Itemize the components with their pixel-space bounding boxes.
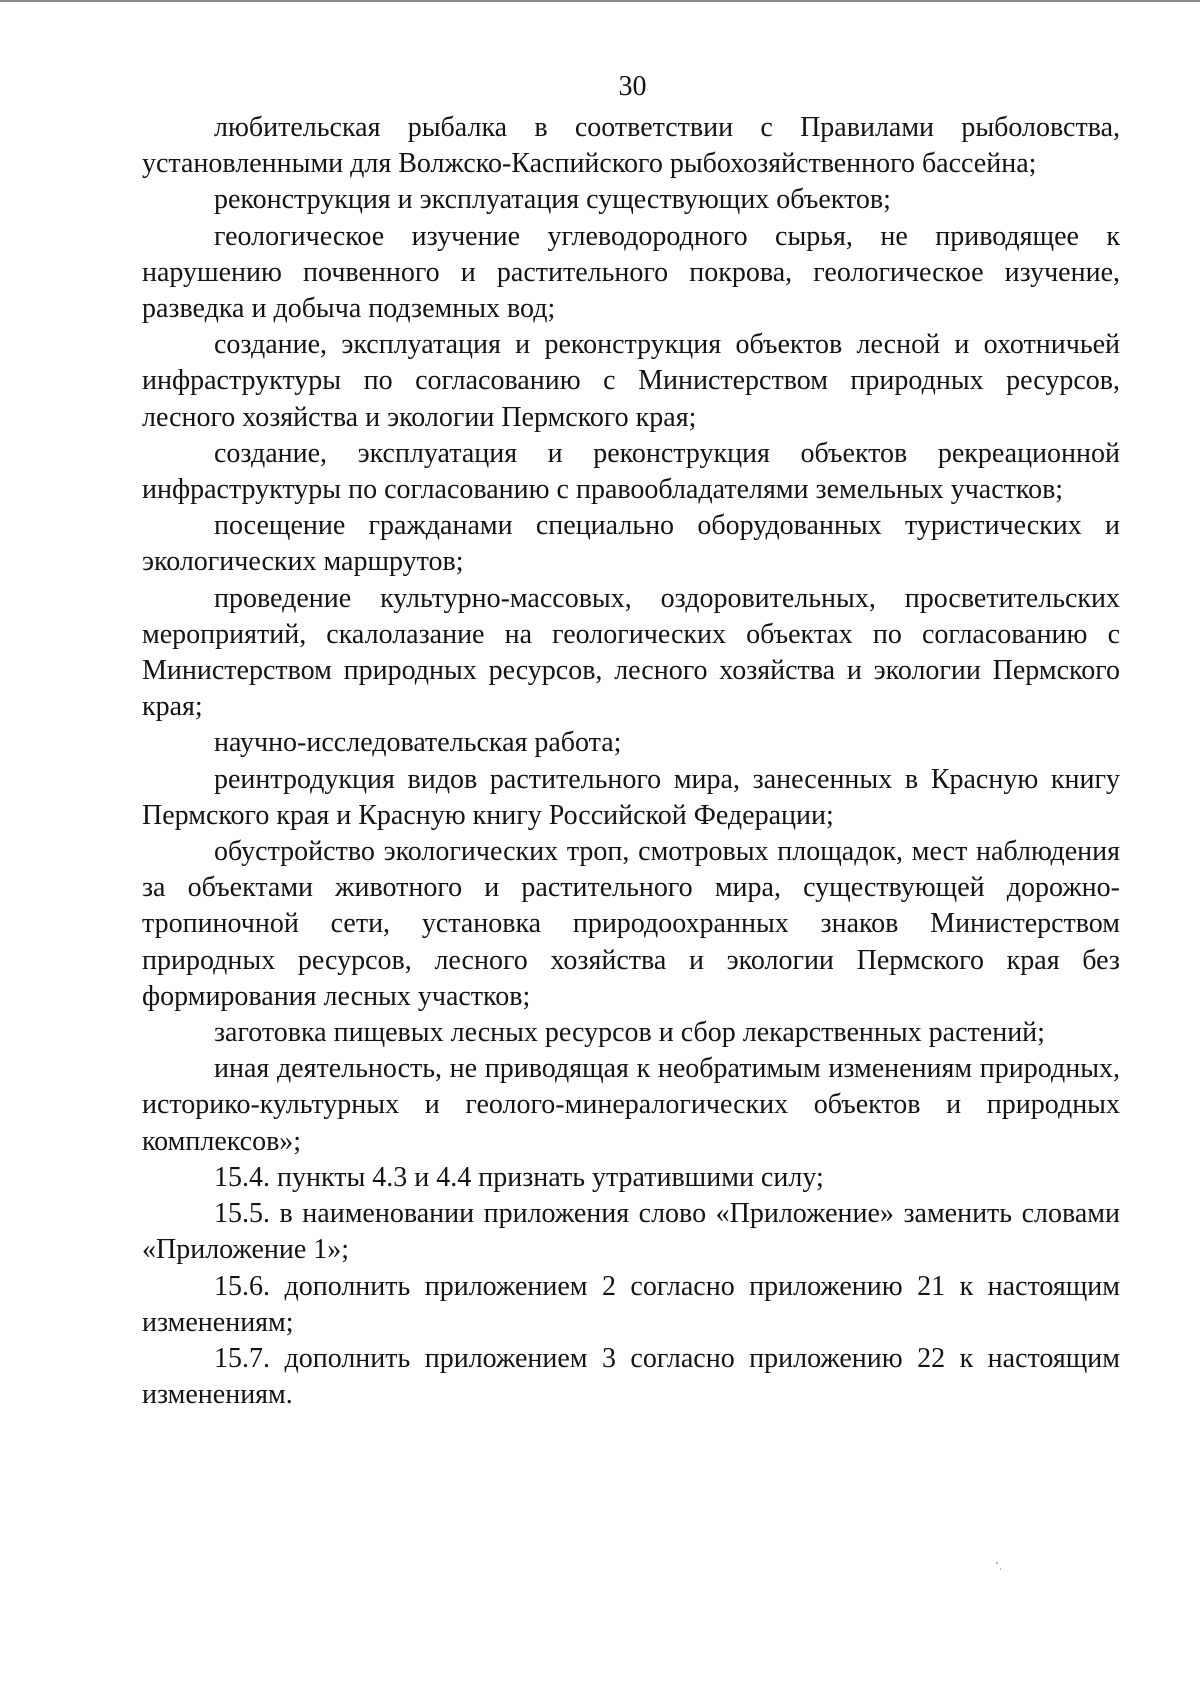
paragraph: научно-исследовательская работа; (214, 727, 622, 759)
paragraph: геологическое изучение углеводородного сырья, не приводящее к нарушению почвенного и растительного покрова, геологическое изучение, разведка и добыча подземных вод; (142, 220, 1120, 325)
paragraph: заготовка пищевых лесных ресурсов и сбор лекарственных растений; (214, 1017, 1045, 1049)
scan-speck (1000, 1568, 1001, 1570)
paragraph: любительская рыбалка в соответствии с Правилами рыболовства, установленными для Волжско-Каспийского рыбохозяйственного бассейна; (142, 112, 1120, 180)
paragraph: обустройство экологических троп, смотровых площадок, мест наблюдения за объектами животного и растительного мира, существующей дорожно-тропиночной сети, установка природоохранных знаков Министерством природных ресурсов, лесного хозяйства и экологии Пермского края без формирования лесных участков; (142, 836, 1120, 1012)
paragraph: 15.7. дополнить приложением 3 согласно приложению 22 к настоящим изменениям. (142, 1342, 1120, 1411)
paragraph: 15.5. в наименовании приложения слово «Приложение» заменить словами «Приложение 1»; (142, 1198, 1120, 1266)
document-body (142, 110, 1120, 1413)
paragraph: проведение культурно-массовых, оздоровительных, просветительских мероприятий, скалолазание на геологических объектах по согласованию с Министерством природных ресурсов, лесного хозяйства и экологии Пермского края; (142, 582, 1120, 723)
paragraph: создание, эксплуатация и реконструкция объектов рекреационной инфраструктуры по согласованию с правообладателями земельных участков; (142, 437, 1120, 506)
paragraph: иная деятельность, не приводящая к необратимым изменениям природных, историко-культурных и геолого-минералогических объектов и природных комплексов»; (142, 1053, 1120, 1157)
paragraph: создание, эксплуатация и реконструкция объектов лесной и охотничьей инфраструктуры по согласованию с Министерством природных ресурсов, лесного хозяйства и экологии Пермского края; (142, 329, 1120, 433)
scan-edge (0, 0, 1200, 2)
paragraph: реинтродукция видов растительного мира, занесенных в Красную книгу Пермского края и Красную книгу Российской Федерации; (142, 763, 1120, 831)
paragraph: реконструкция и эксплуатация существующих объектов; (214, 184, 891, 216)
page-number: 30 (618, 71, 647, 102)
scan-speck (996, 1562, 998, 1564)
paragraph: 15.4. пункты 4.3 и 4.4 признать утратившими силу; (214, 1161, 824, 1193)
paragraph: посещение гражданами специально оборудованных туристических и экологических маршрутов; (142, 510, 1120, 578)
paragraph: 15.6. дополнить приложением 2 согласно приложению 21 к настоящим изменениям; (142, 1270, 1120, 1338)
